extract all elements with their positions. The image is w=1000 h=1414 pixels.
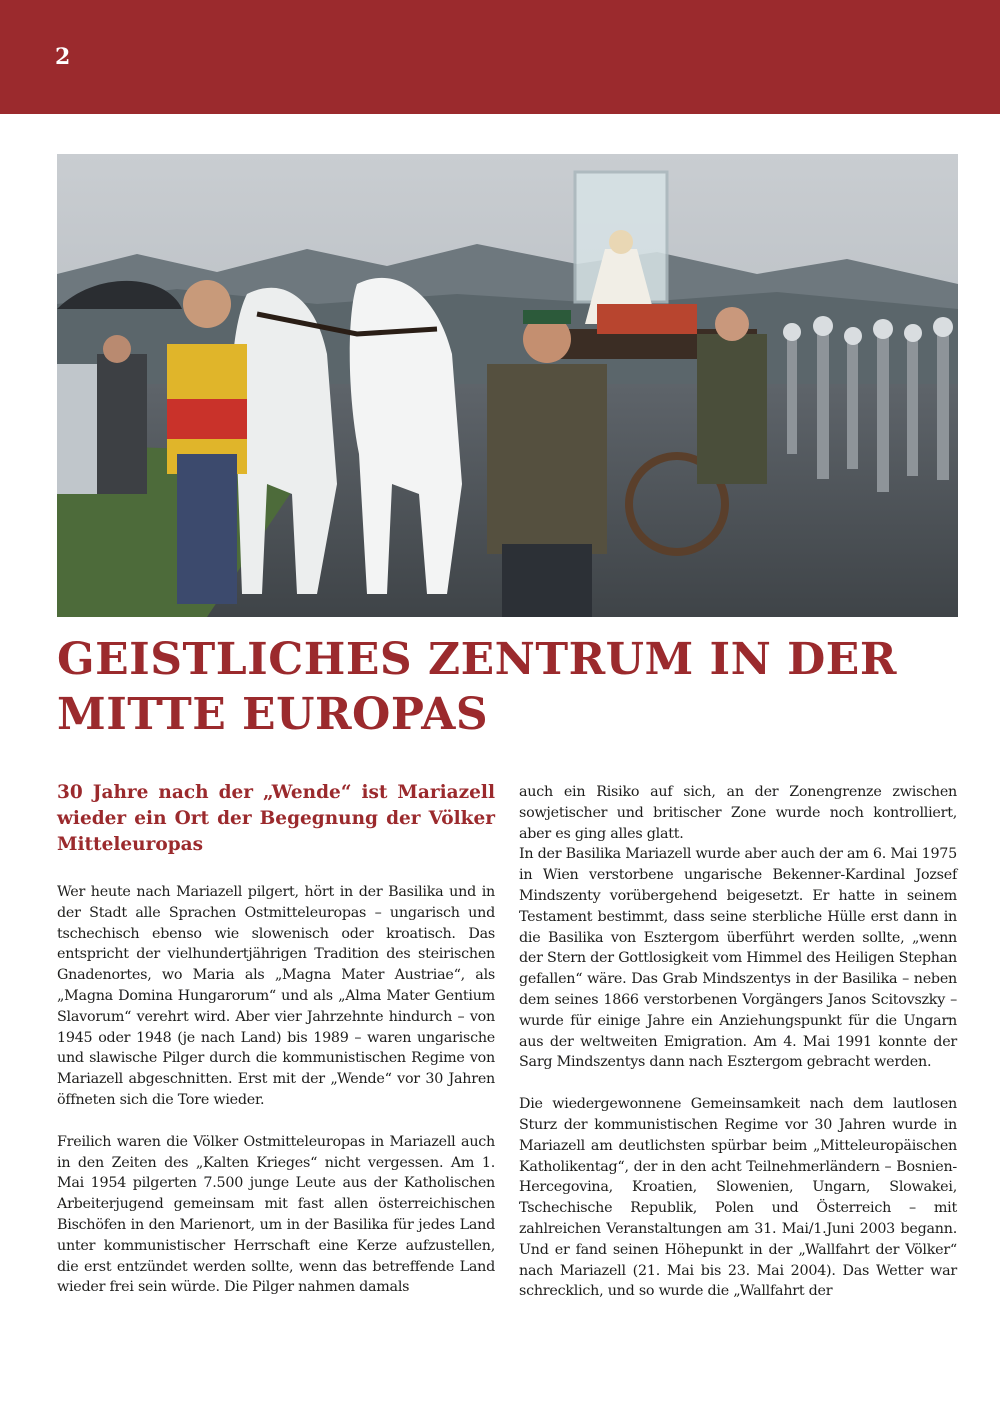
- text-column-left: [57, 882, 495, 1298]
- paragraph-4: In der Basilika Mariazell wurde aber auch der am 6. Mai 1975 in Wien verstorbene ungarische Bekenner-Kardinal Jozsef Mindszenty vorübergehend beigesetzt. Er hatte in seinem Testament bestimmt, dass seine sterbliche Hülle erst dann in die Basilika von Esztergom überführt werden sollte, „wenn der Stern der Gottlosigkeit vom Himmel des Heiligen Stephan gefallen“ wäre. Das Grab Mindszentys in der Basilika – neben dem seines 1866 verstorbenen Vorgängers Janos Scitovszky – wurde für einige Jahre ein Anziehungspunkt für die Ungarn aus der weltweiten Emigration. Am 4. Mai 1991 konnte der Sarg Mindszentys dann nach Esztergom gebracht werden.: [519, 846, 957, 1071]
- title-line-1: GEISTLICHES ZENTRUM IN DER: [57, 634, 897, 685]
- text-column-right: [519, 782, 957, 1302]
- paragraph-1: Wer heute nach Mariazell pilgert, hört in der Basilika und in der Stadt alle Sprachen Ostmitteleuropas – ungarisch und tschechisch ebenso wie slowenisch oder kroatisch. Das entspricht der vielhundertjährigen Tradition des steirischen Gnadenortes, wo Maria als „Magna Mater Austriae“, als „Magna Domina Hungarorum“ und als „Alma Mater Gentium Slavorum“ verehrt wird. Aber vier Jahrzehnte hindurch – von 1945 oder 1948 (je nach Land) bis 1989 – waren ungarische und slawische Pilger durch die kommunistischen Regime von Mariazell abgeschnitten. Erst mit der „Wende“ vor 30 Jahren öffneten sich die Tore wieder.: [57, 884, 495, 1108]
- article-photo: [57, 154, 958, 617]
- header-band: [0, 0, 1000, 114]
- paragraph-3: auch ein Risiko auf sich, an der Zonengrenze zwischen sowjetischer und britischer Zone wurde noch kontrolliert, aber es ging alles glatt.: [519, 784, 957, 842]
- paragraph-2: Freilich waren die Völker Ostmitteleuropas in Mariazell auch in den Zeiten des „Kalten Krieges“ nicht vergessen. Am 1. Mai 1954 pilgerten 7.500 junge Leute aus der Katholischen Arbeiterjugend gemeinsam mit fast allen österreichischen Bischöfen in den Marienort, um in der Basilika für jedes Land unter kommunistischer Herrschaft eine Kerze aufzustellen, die erst entzündet werden sollte, wenn das betreffende Land wieder frei sein würde. Die Pilger nahmen damals: [57, 1133, 495, 1296]
- article-subtitle: 30 Jahre nach der „Wende“ ist Mariazell wieder ein Ort der Begegnung der Völker Mitteleuropas: [57, 782, 495, 855]
- page-number: 2: [55, 44, 71, 70]
- procession-photo: [57, 154, 958, 617]
- title-line-2: MITTE EUROPAS: [57, 689, 489, 740]
- paragraph-5: Die wiedergewonnene Gemeinsamkeit nach dem lautlosen Sturz der kommunistischen Regime vor 30 Jahren wurde in Mariazell am deutlichsten spürbar beim „Mitteleuropäischen Katholikentag“, der in den acht Teilnehmerländern – Bosnien-Hercegovina, Kroatien, Slowenien, Ungarn, Slowakei, Tschechische Republik, Polen und Österreich – mit zahlreichen Veranstaltungen am 31. Mai/1.Juni 2003 begann. Und er fand seinen Höhepunkt in der „Wallfahrt der Völker“ nach Mariazell (21. Mai bis 23. Mai 2004). Das Wetter war schrecklich, und so wurde die „Wallfahrt der: [519, 1096, 957, 1300]
- article-title: [57, 632, 957, 742]
